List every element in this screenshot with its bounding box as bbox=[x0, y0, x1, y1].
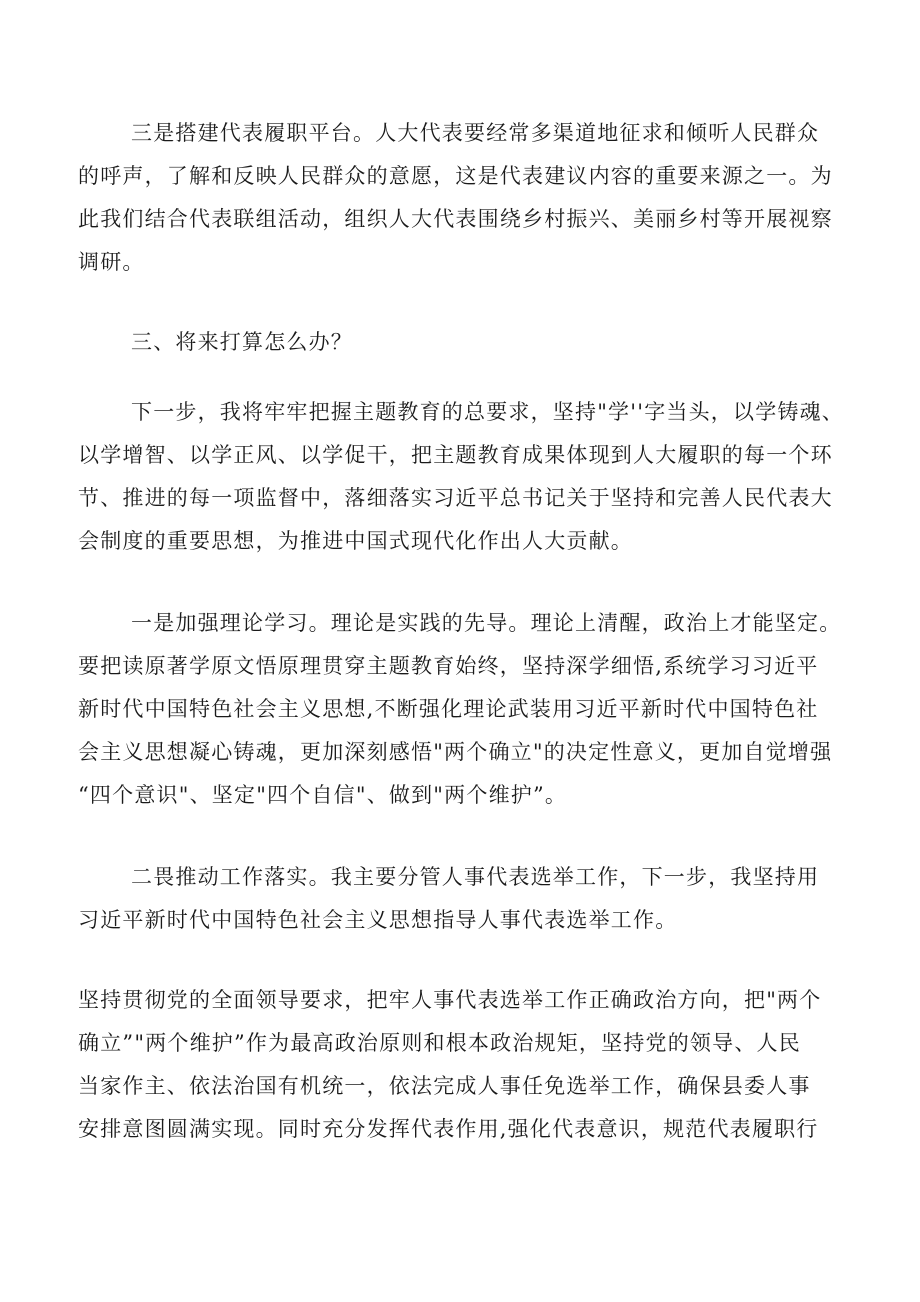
text-line: “四个意识"、坚定"四个自信"、做到"两个维护”。 bbox=[78, 783, 568, 807]
text-line: 会制度的重要思想，为推进中国式现代化作出人大贡献。 bbox=[78, 529, 633, 553]
text-line: 节、推进的每一项监督中，落细落实习近平总书记关于坚持和完善人民代表大 bbox=[78, 486, 833, 510]
text-line: 二畏推动工作落实。我主要分管人事代表选举工作，下一步，我坚持用 bbox=[131, 865, 820, 889]
text-line: 确立”"两个维护”作为最高政治原则和根本政治规矩，坚持党的领导、人民 bbox=[78, 1031, 801, 1055]
text-line: 的呼声，了解和反映人民群众的意愿，这是代表建议内容的重要来源之一。为 bbox=[78, 164, 833, 188]
text-line: 习近平新时代中国特色社会主义思想指导人事代表选举工作。 bbox=[78, 908, 678, 932]
text-line: 三是搭建代表履职平台。人大代表要经常多渠道地征求和倾听人民群众 bbox=[131, 121, 820, 145]
text-line: 调研。 bbox=[78, 250, 145, 274]
text-line: 下一步，我将牢牢把握主题教育的总要求，坚持"学''字当头，以学铸魂、 bbox=[131, 400, 845, 424]
text-line: 要把读原著学原文悟原理贯穿主题教育始终，坚持深学细悟,系统学习习近平 bbox=[78, 654, 819, 678]
text-line: 坚持贯彻党的全面领导要求，把牢人事代表选举工作正确政治方向，把"两个 bbox=[78, 988, 822, 1012]
text-line: 以学增智、以学正风、以学促干，把主题教育成果体现到人大履职的每一个环 bbox=[78, 443, 833, 467]
text-line: 安排意图圆满实现。同时充分发挥代表作用,强化代表意识，规范代表履职行 bbox=[78, 1117, 819, 1141]
text-line: 当家作主、依法治国有机统一，依法完成人事任免选举工作，确保县委人事 bbox=[78, 1074, 811, 1098]
text-line: 新时代中国特色社会主义思想,不断强化理论武装用习近平新时代中国特色社 bbox=[78, 697, 819, 721]
text-line: 一是加强理论学习。理论是实践的先导。理论上清醒，政治上才能坚定。 bbox=[131, 611, 842, 635]
text-line: 此我们结合代表联组活动，组织人大代表围绕乡村振兴、美丽乡村等开展视察 bbox=[78, 207, 833, 231]
heading-text: 三、将来打算怎么办？ bbox=[131, 330, 353, 354]
text-line: 会主义思想凝心铸魂，更加深刻感悟"两个确立"的决定性意义，更加自觉增强 bbox=[78, 740, 833, 764]
